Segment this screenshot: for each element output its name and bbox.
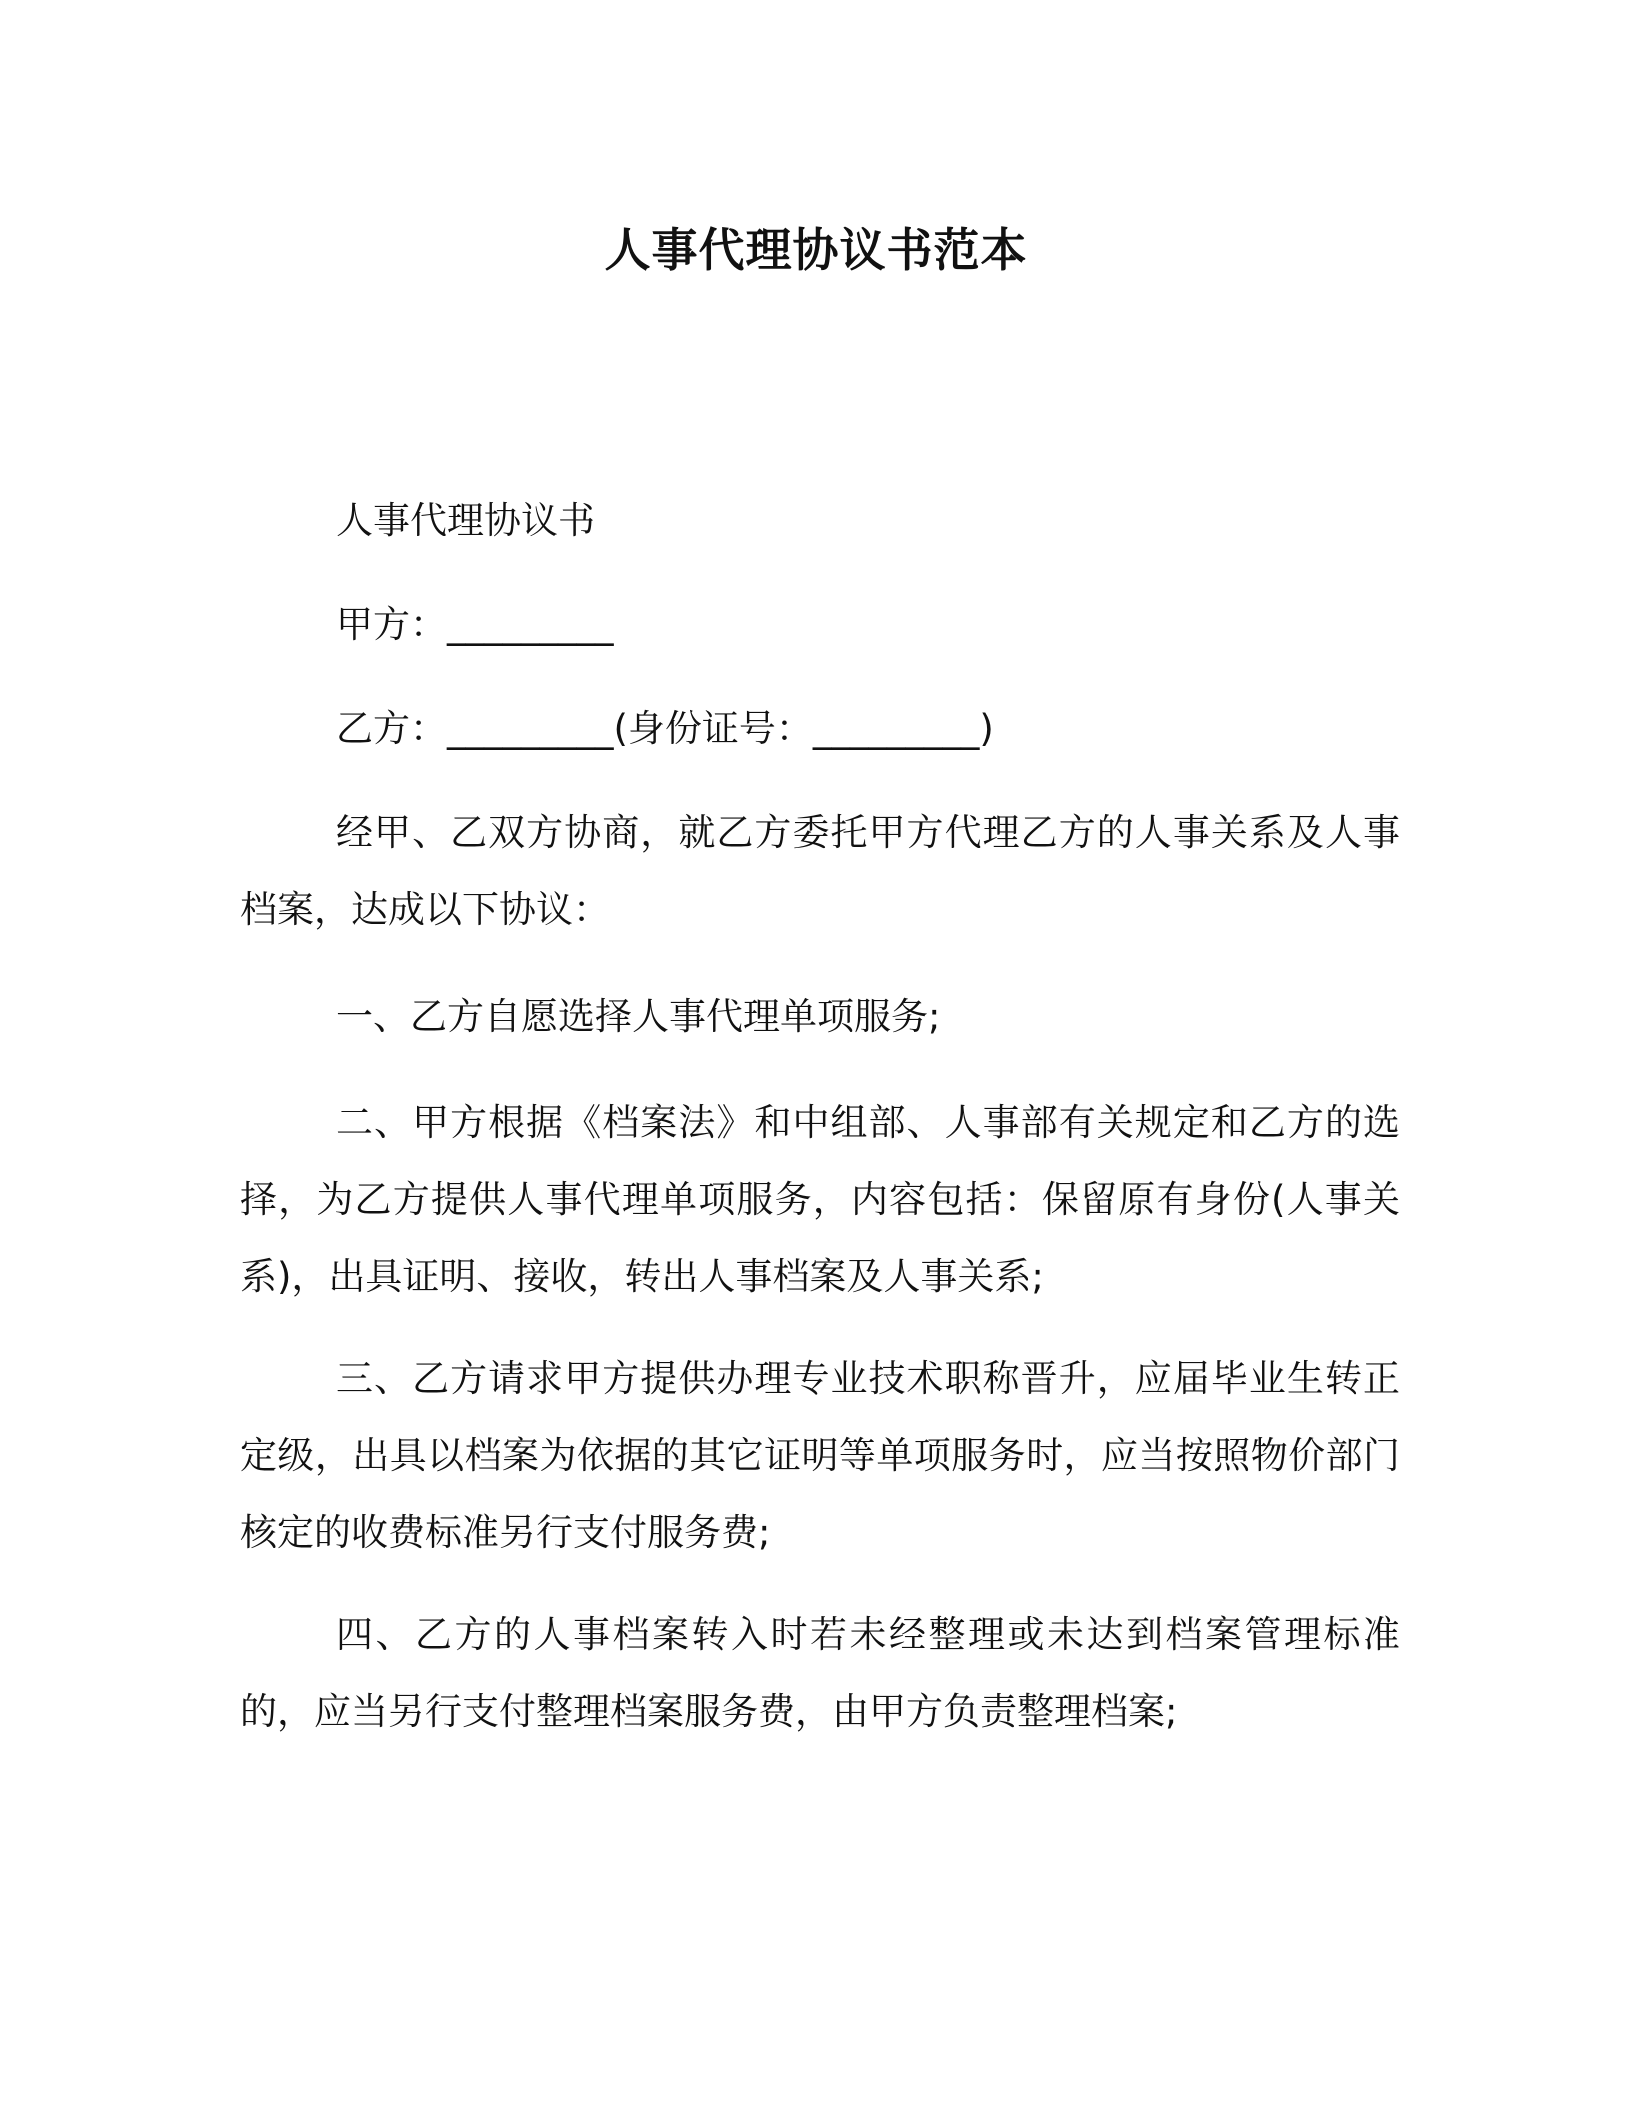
document-title: 人事代理协议书范本 [604, 223, 1028, 277]
clause-3 [240, 1340, 1400, 1571]
party-a-text: 甲方：_________ [336, 603, 614, 646]
party-b-line [240, 690, 1400, 767]
clause-3-text: 三、乙方请求甲方提供办理专业技术职称晋升，应届毕业生转正定级，出具以档案为依据的其它证明等单项服务时，应当按照物价部门核定的收费标准另行支付服务费; [240, 1357, 1400, 1554]
party-a-line [240, 586, 1400, 663]
clause-2 [240, 1084, 1400, 1315]
intro-paragraph [240, 794, 1400, 948]
clause-2-text: 二、甲方根据《档案法》和中组部、人事部有关规定和乙方的选择，为乙方提供人事代理单项服务，内容包括：保留原有身份(人事关系)，出具证明、接收，转出人事档案及人事关系; [240, 1101, 1400, 1298]
clause-4 [240, 1596, 1400, 1750]
agreement-subtitle-text: 人事代理协议书 [336, 499, 595, 542]
party-b-text: 乙方：_________(身份证号：_________) [336, 707, 994, 750]
agreement-subtitle [240, 482, 1400, 559]
clause-1 [240, 978, 1400, 1055]
clause-4-text: 四、乙方的人事档案转入时若未经整理或未达到档案管理标准的，应当另行支付整理档案服务费，由甲方负责整理档案; [240, 1613, 1400, 1733]
intro-text: 经甲、乙双方协商，就乙方委托甲方代理乙方的人事关系及人事档案，达成以下协议： [240, 811, 1400, 931]
clause-1-text: 一、乙方自愿选择人事代理单项服务; [336, 995, 941, 1038]
